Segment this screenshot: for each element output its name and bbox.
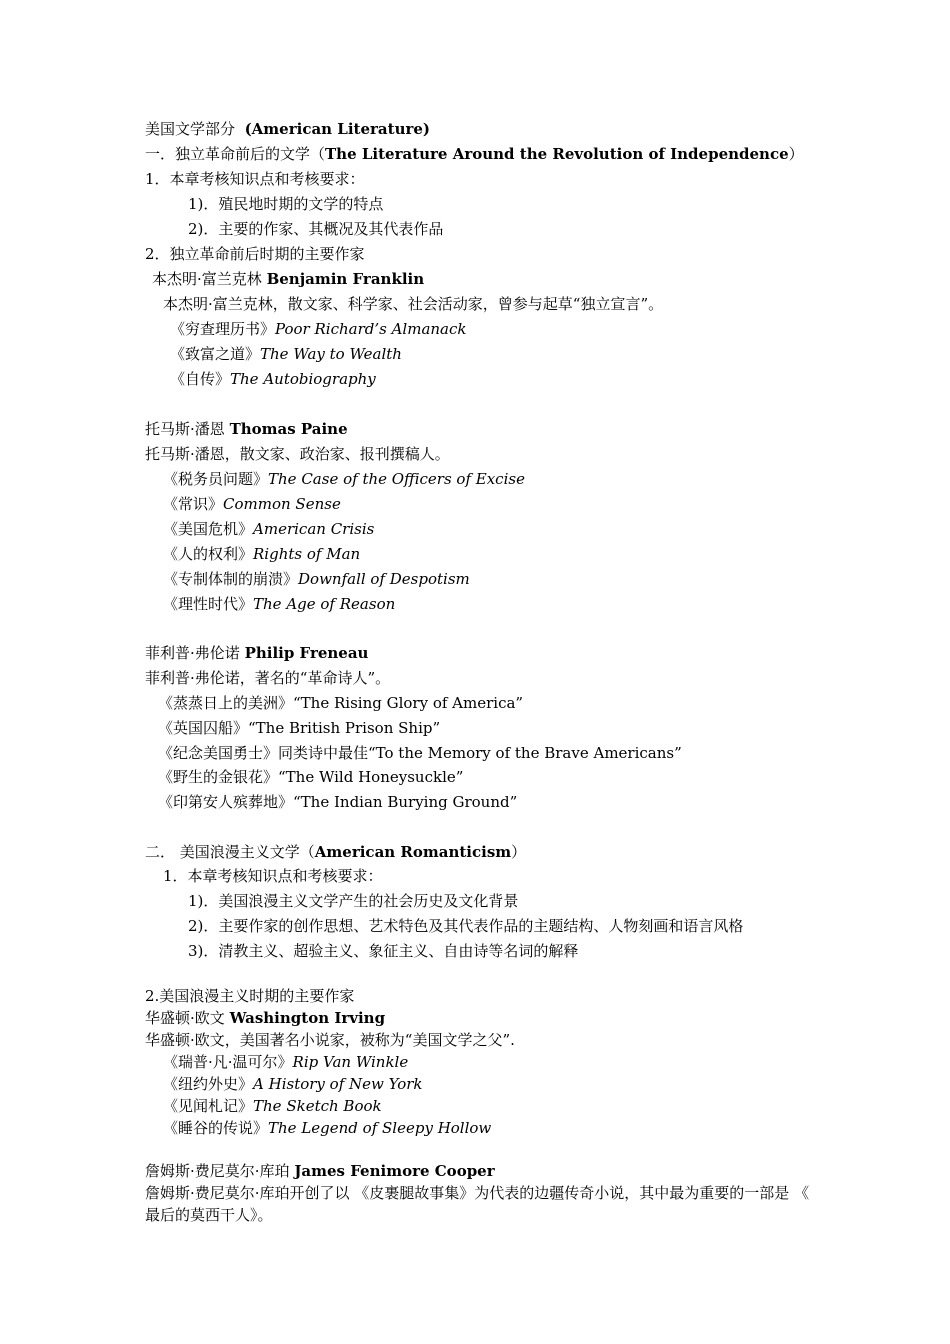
- work-item: [163, 1096, 382, 1116]
- work-title-en: Rip Van Winkle: [292, 1053, 409, 1071]
- author-heading-cooper: [145, 1161, 495, 1181]
- author-name-en: Thomas Paine: [229, 420, 348, 438]
- author-name-en: James Fenimore Cooper: [294, 1162, 495, 1180]
- work-title-en: Poor Richard’s Almanack: [275, 320, 467, 338]
- section-2-req-item: 1)．美国浪漫主义文学产生的社会历史及文化背景: [188, 892, 519, 910]
- section-2-heading-en: American Romanticism: [314, 843, 512, 861]
- author-name-en: Philip Freneau: [244, 644, 369, 662]
- section-1-req-item: 1)．殖民地时期的文学的特点: [188, 195, 384, 213]
- work-title-en: The Sketch Book: [253, 1097, 382, 1115]
- author-desc-franklin: 本杰明·富兰克林，散文家、科学家、社会活动家，曾参与起草“独立宣言”。: [163, 295, 664, 313]
- author-name-en: Benjamin Franklin: [266, 270, 425, 288]
- author-heading-irving: [145, 1008, 385, 1028]
- work-item: [163, 594, 395, 614]
- section-2-req-item: 3)．清教主义、超验主义、象征主义、自由诗等名词的解释: [188, 942, 579, 960]
- work-title-cn: 《专制体制的崩溃》: [163, 570, 299, 588]
- work-title-en: American Crisis: [253, 520, 375, 538]
- work-title-cn: 《美国危机》: [163, 520, 254, 538]
- work-title-cn: 《瑞普·凡·温可尔》: [163, 1053, 293, 1071]
- author-name-cn: 本杰明·富兰克林: [152, 270, 262, 288]
- section-2-authors-title: 2.美国浪漫主义时期的主要作家: [145, 987, 355, 1005]
- work-title-en: The Case of the Officers of Excise: [268, 470, 525, 488]
- author-desc-paine: 托马斯·潘恩，散文家、政治家、报刊撰稿人。: [145, 445, 450, 463]
- section-1-heading-en: The Literature Around the Revolution of Independence: [325, 145, 789, 163]
- work-item: [170, 344, 402, 364]
- work-title-en: The Way to Wealth: [260, 345, 402, 363]
- work-item: [163, 544, 360, 564]
- work-item: 《野生的金银花》“The Wild Honeysuckle”: [158, 768, 464, 786]
- doc-title: [145, 119, 430, 139]
- work-item: [163, 569, 470, 589]
- work-title-en: Downfall of Despotism: [298, 570, 470, 588]
- work-title-cn: 《穷查理历书》: [170, 320, 276, 338]
- section-1-req-item: 2)．主要的作家、其概况及其代表作品: [188, 220, 444, 238]
- section-2-req-item: 2)．主要作家的创作思想、艺术特色及其代表作品的主题结构、人物刻画和语言风格: [188, 917, 744, 935]
- author-heading-paine: [145, 419, 348, 439]
- author-desc-irving: 华盛顿·欧文，美国著名小说家，被称为“美国文学之父”.: [145, 1031, 515, 1049]
- work-item: [170, 319, 467, 339]
- work-title-en: The Legend of Sleepy Hollow: [268, 1119, 492, 1137]
- work-title-cn: 《常识》: [163, 495, 224, 513]
- work-item: [163, 1052, 408, 1072]
- author-heading-freneau: [145, 643, 368, 663]
- work-title-cn: 《人的权利》: [163, 545, 254, 563]
- work-title-cn: 《理性时代》: [163, 595, 254, 613]
- work-item: [170, 369, 376, 389]
- work-item: [163, 1074, 423, 1094]
- work-title-cn: 《自传》: [170, 370, 231, 388]
- section-2-heading-close: ）: [511, 843, 527, 861]
- section-2-heading: [145, 842, 526, 862]
- work-title-en: Common Sense: [223, 495, 341, 513]
- work-item: [163, 494, 341, 514]
- author-name-cn: 詹姆斯·费尼莫尔·库珀: [145, 1162, 290, 1180]
- section-1-heading-cn: 一．独立革命前后的文学（: [145, 145, 326, 163]
- work-item: 《英国囚船》“The British Prison Ship”: [158, 719, 441, 737]
- doc-title-cn: 美国文学部分: [145, 120, 236, 138]
- work-title-cn: 《税务员问题》: [163, 470, 269, 488]
- section-1-req-title: 1．本章考核知识点和考核要求：: [145, 170, 365, 188]
- work-item: [163, 519, 374, 539]
- work-title-cn: 《致富之道》: [170, 345, 261, 363]
- work-title-cn: 《睡谷的传说》: [163, 1119, 269, 1137]
- work-title-en: The Autobiography: [230, 370, 376, 388]
- section-1-heading: [145, 144, 804, 164]
- work-title-en: A History of New York: [253, 1075, 423, 1093]
- author-name-cn: 华盛顿·欧文: [145, 1009, 225, 1027]
- work-item: [163, 1118, 491, 1138]
- work-title-en: Rights of Man: [253, 545, 361, 563]
- author-name-en: Washington Irving: [229, 1009, 386, 1027]
- author-desc-cooper: 詹姆斯·费尼莫尔·库珀开创了以 《皮裹腿故事集》为代表的边疆传奇小说，其中最为重要的一部是 《 最后的莫西干人》。: [145, 1184, 810, 1224]
- work-item: 《印第安人殡葬地》“The Indian Burying Ground”: [158, 793, 518, 811]
- work-item: 《蒸蒸日上的美洲》“The Rising Glory of America”: [158, 694, 524, 712]
- section-1-heading-close: ）: [788, 145, 804, 163]
- author-desc-freneau: 菲利普·弗伦诺，著名的“革命诗人”。: [145, 669, 391, 687]
- work-item: [163, 469, 525, 489]
- work-title-en: The Age of Reason: [253, 595, 396, 613]
- work-title-cn: 《纽约外史》: [163, 1075, 254, 1093]
- section-2-heading-cn: 二． 美国浪漫主义文学（: [145, 843, 315, 861]
- section-2-req-title: 1．本章考核知识点和考核要求：: [163, 867, 383, 885]
- author-heading-franklin: [152, 269, 424, 289]
- author-name-cn: 托马斯·潘恩: [145, 420, 225, 438]
- work-title-cn: 《见闻札记》: [163, 1097, 254, 1115]
- doc-title-en: (American Literature): [244, 120, 431, 138]
- author-name-cn: 菲利普·弗伦诺: [145, 644, 240, 662]
- section-1-authors-title: 2．独立革命前后时期的主要作家: [145, 245, 365, 263]
- work-item: 《纪念美国勇士》同类诗中最佳“To the Memory of the Brave Americans”: [158, 744, 682, 762]
